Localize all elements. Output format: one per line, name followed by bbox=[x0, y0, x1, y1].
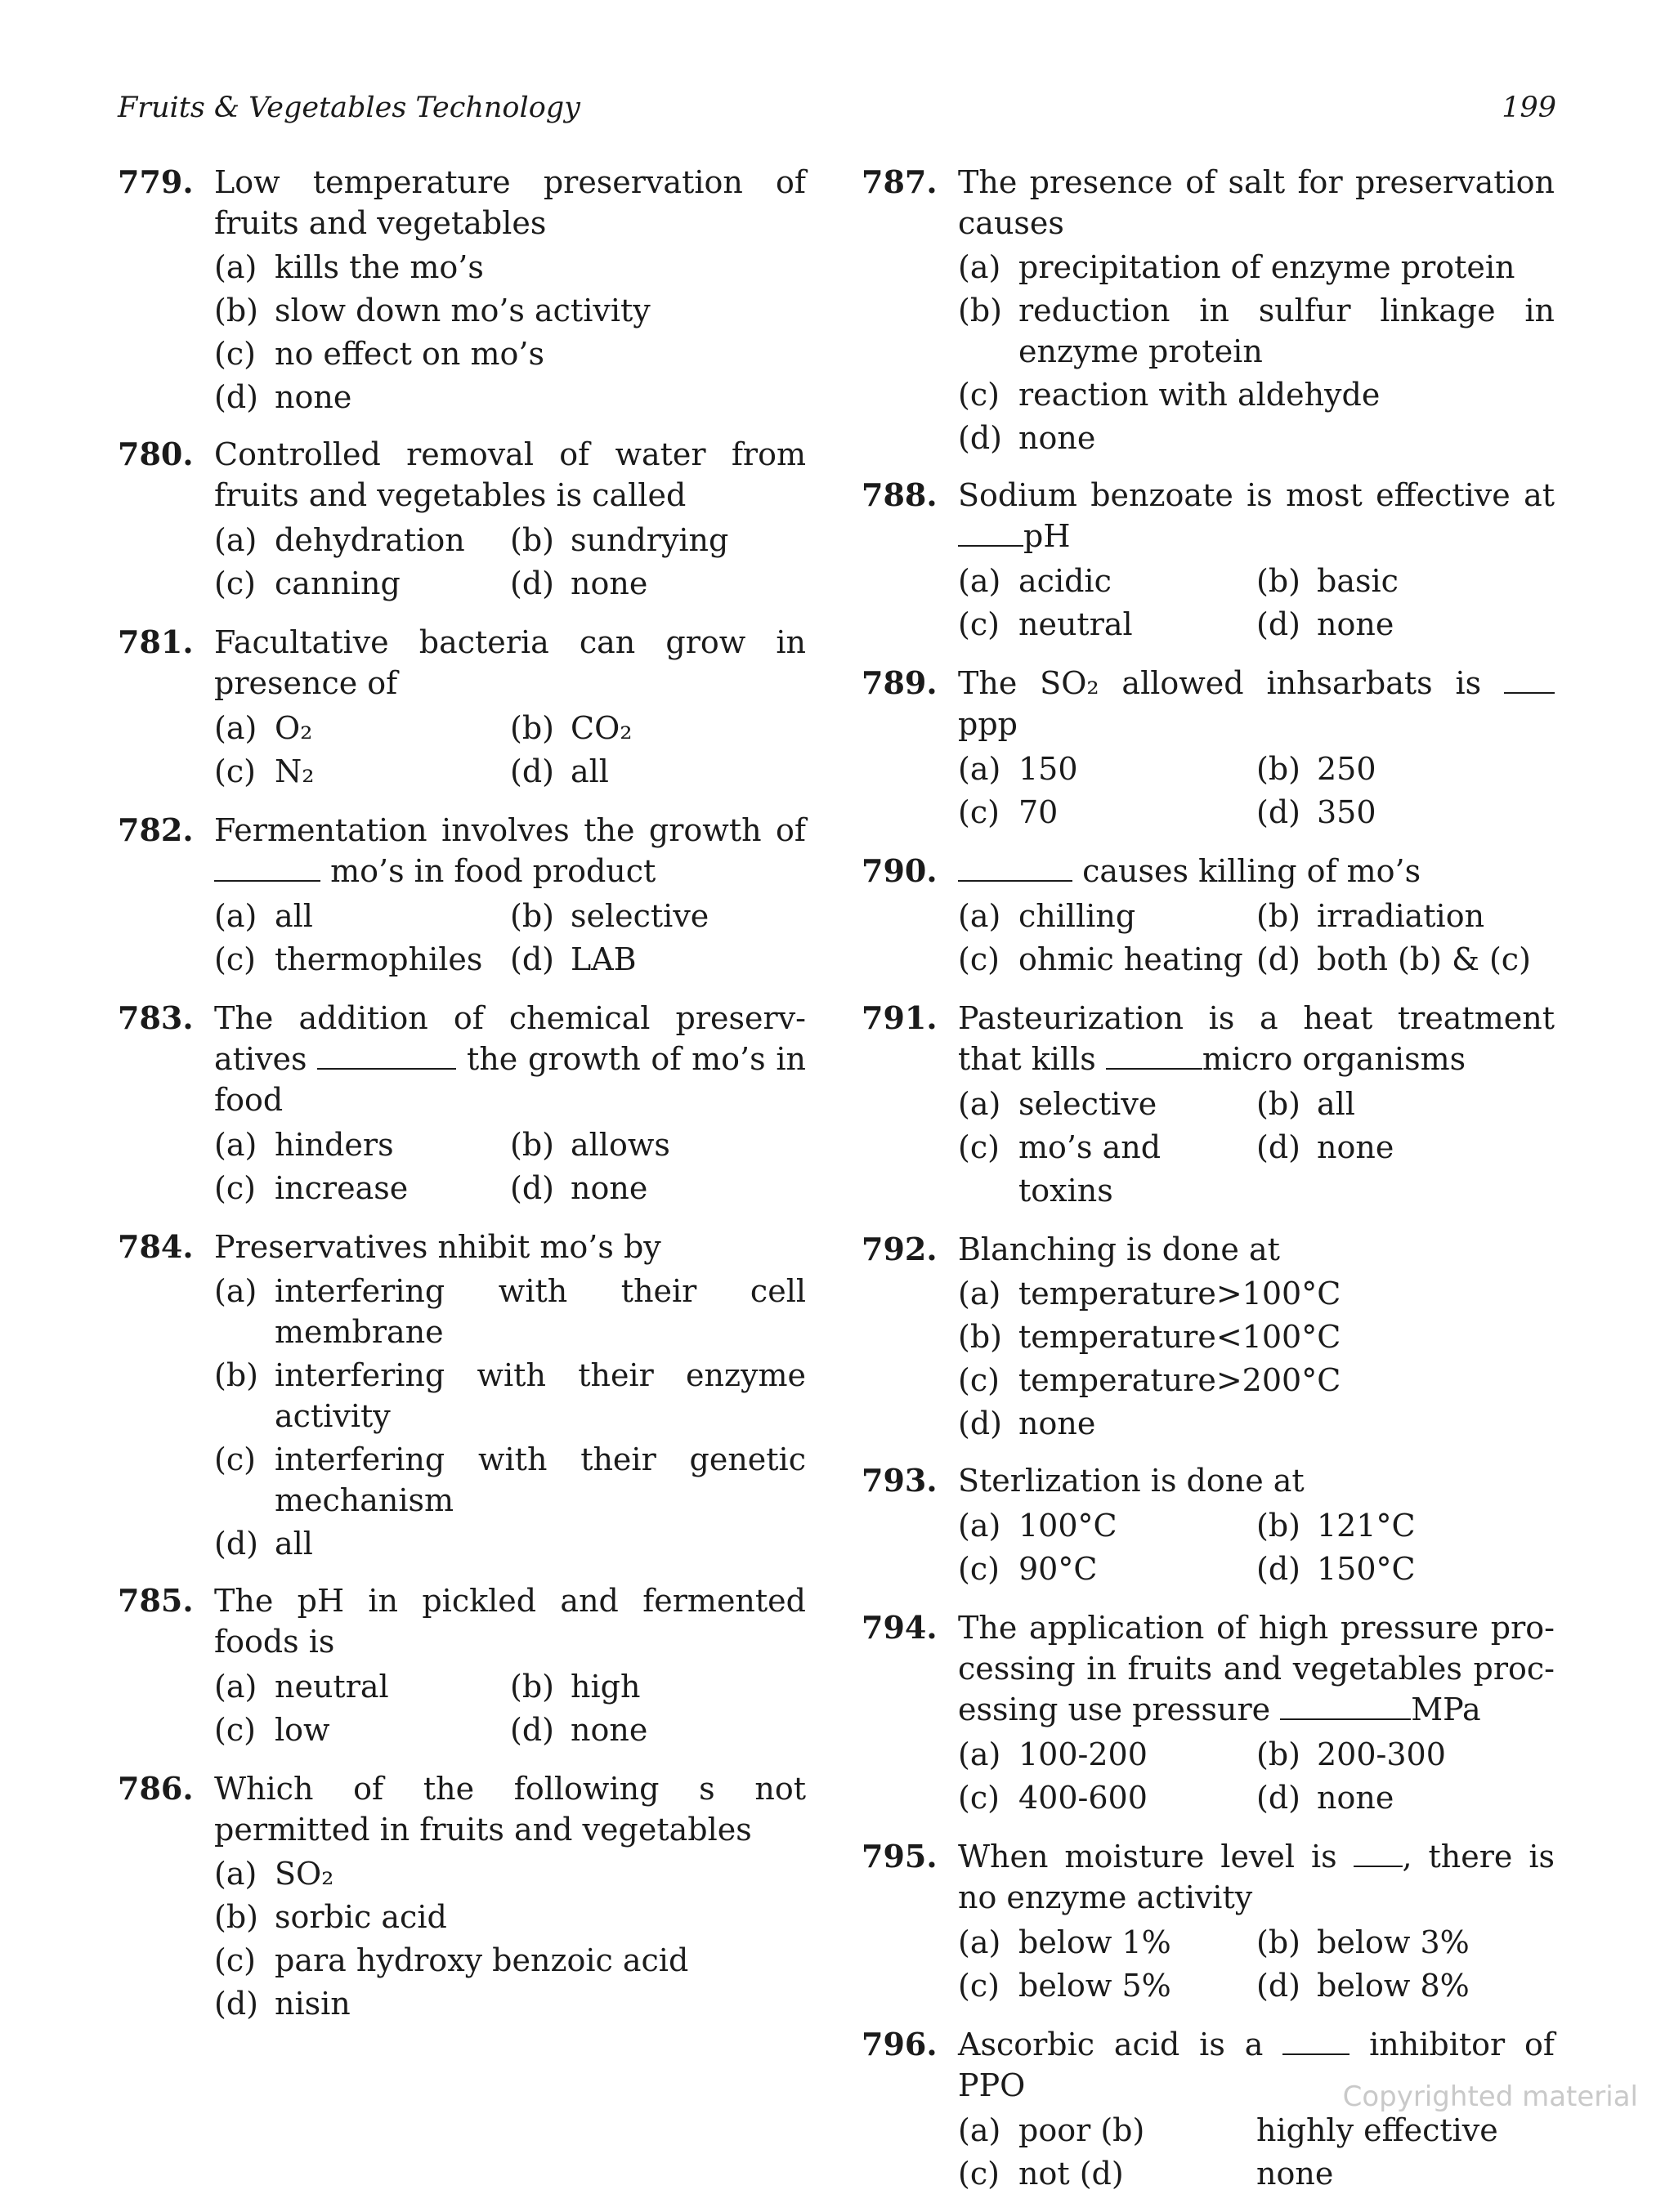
question-text: Controlled removal of water from fruits and vegetables is called bbox=[214, 436, 806, 513]
question-number: 793. bbox=[862, 1462, 938, 1499]
option-c: (c) mo’s and toxins bbox=[958, 1129, 1162, 1209]
question-number: 790. bbox=[862, 852, 938, 889]
option-d: (d) 150°C bbox=[1256, 1551, 1416, 1587]
right-column bbox=[862, 162, 1555, 2212]
question-number: 792. bbox=[862, 1231, 938, 1267]
question-790 bbox=[862, 851, 1555, 981]
option-c: (c) no effect on mo’s bbox=[214, 336, 544, 372]
question-text: Fermentation involves the growth of mo’s in food product bbox=[214, 812, 806, 889]
option-d: (d) none bbox=[1256, 606, 1394, 642]
options bbox=[214, 1853, 806, 2024]
option-d: (d) LAB bbox=[510, 941, 637, 977]
option-b: (b) basic bbox=[1256, 563, 1399, 599]
question-794 bbox=[862, 1607, 1555, 1820]
option-d: (d) 350 bbox=[1256, 794, 1376, 830]
option-b: (b) sorbic acid bbox=[214, 1899, 447, 1935]
option-a: (a) below 1% bbox=[958, 1924, 1171, 1960]
running-head bbox=[118, 92, 1556, 134]
question-text: The presence of salt for preservation causes bbox=[958, 164, 1555, 241]
option-d: (d) none bbox=[510, 1170, 648, 1206]
options bbox=[958, 895, 1555, 981]
option-c: (c) thermophiles bbox=[214, 941, 483, 977]
answer-blank bbox=[1106, 1043, 1202, 1070]
copyright-watermark: Copyrighted material bbox=[1342, 2080, 1638, 2113]
options bbox=[958, 560, 1555, 646]
question-number: 780. bbox=[118, 436, 194, 472]
options bbox=[958, 1921, 1555, 2008]
option-d: (d) all bbox=[510, 753, 609, 789]
option-c: (c) canning bbox=[214, 565, 401, 601]
option-a: (a) temperature>100°C bbox=[958, 1276, 1341, 1312]
option-a: (a) SO₂ bbox=[214, 1856, 334, 1892]
option-c: (c) 90°C bbox=[958, 1551, 1098, 1587]
option-c: (c) 400-600 bbox=[958, 1780, 1148, 1816]
option-d: (d) none bbox=[510, 565, 648, 601]
question-number: 785. bbox=[118, 1582, 194, 1619]
options bbox=[214, 707, 806, 793]
option-b: (b) interfering with their enzyme activity bbox=[214, 1357, 806, 1434]
question-number: 791. bbox=[862, 999, 938, 1036]
option-d: (d) none bbox=[214, 379, 352, 415]
option-c: (c) interfering with their genetic mechanism bbox=[214, 1441, 806, 1518]
question-number: 788. bbox=[862, 476, 938, 513]
question-text: The pH in pickled and fermented foods is bbox=[214, 1583, 806, 1660]
option-c: (c) ohmic heating bbox=[958, 941, 1243, 977]
option-d: (d) none bbox=[1256, 1129, 1394, 1165]
question-782 bbox=[118, 810, 806, 981]
option-a: (a) dehydration bbox=[214, 522, 465, 558]
option-b: (b) high bbox=[510, 1669, 641, 1705]
question-793 bbox=[862, 1460, 1555, 1591]
option-a: (a) acidic bbox=[958, 563, 1112, 599]
options bbox=[214, 519, 806, 606]
question-783 bbox=[118, 998, 806, 1210]
question-780 bbox=[118, 434, 806, 606]
option-b: (b) reduction in sulfur linkage in enzyme protein bbox=[958, 293, 1555, 369]
question-text: Ascorbic acid is a inhibitor of PPO bbox=[958, 2027, 1555, 2103]
options bbox=[214, 247, 806, 418]
options bbox=[214, 1124, 806, 1210]
option-c: (c) N₂ bbox=[214, 753, 315, 789]
question-number: 784. bbox=[118, 1228, 194, 1265]
answer-blank bbox=[1354, 1841, 1403, 1867]
option-b: (b) 121°C bbox=[1256, 1508, 1416, 1544]
options bbox=[958, 1273, 1555, 1444]
question-text: When moisture level is , there is no enzyme activity bbox=[958, 1839, 1555, 1915]
question-text: Facultative bacteria can grow in presence of bbox=[214, 624, 806, 701]
page-number: 199 bbox=[1502, 92, 1556, 124]
answer-blank bbox=[1504, 668, 1555, 694]
options bbox=[958, 2109, 1555, 2196]
option-d: none bbox=[1256, 2156, 1334, 2192]
option-a: (a) 150 bbox=[958, 751, 1078, 787]
question-text: Pasteurization is a heat treatment that kills micro organisms bbox=[958, 1000, 1555, 1077]
option-d: (d) none bbox=[958, 420, 1096, 456]
book-title: Fruits & Vegetables Technology bbox=[118, 92, 580, 124]
option-a: (a) kills the mo’s bbox=[214, 249, 484, 285]
option-b: (b) selective bbox=[510, 898, 709, 934]
question-text: Which of the following s not permitted in fruits and vegetables bbox=[214, 1771, 806, 1848]
option-b: (b) sundrying bbox=[510, 522, 729, 558]
answer-blank bbox=[958, 521, 1023, 547]
question-number: 789. bbox=[862, 664, 938, 701]
option-b: highly effective bbox=[1256, 2112, 1498, 2148]
option-b: (b) 200-300 bbox=[1256, 1736, 1446, 1772]
option-a: (a) hinders bbox=[214, 1127, 394, 1163]
options bbox=[958, 748, 1555, 834]
option-b: (b) temperature<100°C bbox=[958, 1319, 1341, 1355]
option-d: (d) below 8% bbox=[1256, 1968, 1470, 2004]
option-d: (d) none bbox=[510, 1712, 648, 1748]
options bbox=[958, 1083, 1555, 1213]
question-784 bbox=[118, 1227, 806, 1564]
option-b: (b) allows bbox=[510, 1127, 670, 1163]
question-781 bbox=[118, 622, 806, 793]
options bbox=[214, 1271, 806, 1564]
question-text: The SO₂ allowed inhsarbats is ppp bbox=[958, 663, 1555, 744]
option-a: (a) O₂ bbox=[214, 710, 313, 746]
question-number: 782. bbox=[118, 811, 194, 848]
option-b: (b) CO₂ bbox=[510, 710, 633, 746]
option-d: (d) both (b) & (c) bbox=[1256, 941, 1531, 977]
question-number: 781. bbox=[118, 623, 194, 660]
question-786 bbox=[118, 1768, 806, 2024]
options bbox=[214, 895, 806, 981]
option-c: (c) 70 bbox=[958, 794, 1059, 830]
question-787 bbox=[862, 162, 1555, 458]
question-text: causes killing of mo’s bbox=[958, 851, 1555, 892]
option-d: (d) none bbox=[958, 1405, 1096, 1441]
option-a: (a) all bbox=[214, 898, 313, 934]
option-a: (a) poor (b) bbox=[958, 2112, 1145, 2148]
option-d: (d) all bbox=[214, 1526, 313, 1562]
options bbox=[214, 1665, 806, 1752]
question-number: 786. bbox=[118, 1770, 194, 1807]
option-a: (a) neutral bbox=[214, 1669, 389, 1705]
option-a: (a) precipitation of enzyme protein bbox=[958, 249, 1515, 285]
option-c: (c) para hydroxy benzoic acid bbox=[214, 1942, 689, 1978]
options bbox=[958, 1733, 1555, 1820]
option-b: (b) slow down mo’s activity bbox=[214, 293, 651, 328]
option-c: (c) below 5% bbox=[958, 1968, 1171, 2004]
question-text: The addition of chemical preserv-atives the growth of mo’s in food bbox=[214, 1000, 806, 1118]
option-c: (c) not (d) bbox=[958, 2156, 1124, 2192]
option-a: (a) interfering with their cell membrane bbox=[214, 1273, 806, 1350]
option-a: (a) 100-200 bbox=[958, 1736, 1148, 1772]
question-785 bbox=[118, 1580, 806, 1752]
answer-blank bbox=[214, 856, 320, 882]
question-number: 787. bbox=[862, 163, 938, 200]
left-column bbox=[118, 162, 806, 2040]
option-b: (b) irradiation bbox=[1256, 898, 1485, 934]
question-789 bbox=[862, 663, 1555, 834]
answer-blank bbox=[1280, 1694, 1411, 1720]
option-a: (a) 100°C bbox=[958, 1508, 1117, 1544]
question-number: 796. bbox=[862, 2026, 938, 2062]
question-779 bbox=[118, 162, 806, 418]
options bbox=[958, 1504, 1555, 1591]
question-number: 779. bbox=[118, 163, 194, 200]
option-d: (d) none bbox=[1256, 1780, 1394, 1816]
question-text: Sodium benzoate is most effective at pH bbox=[958, 477, 1555, 554]
question-text: Sterlization is done at bbox=[958, 1463, 1305, 1499]
option-b: (b) below 3% bbox=[1256, 1924, 1470, 1960]
question-text: Blanching is done at bbox=[958, 1231, 1280, 1267]
question-number: 795. bbox=[862, 1838, 938, 1875]
options bbox=[958, 247, 1555, 458]
question-text: Preservatives nhibit mo’s by bbox=[214, 1229, 661, 1265]
question-text: Low temperature preservation of fruits and vegetables bbox=[214, 164, 806, 241]
question-number: 794. bbox=[862, 1609, 938, 1646]
question-text: The application of high pressure pro-cessing in fruits and vegetables proc-essing use pressure MPa bbox=[958, 1610, 1555, 1727]
answer-blank bbox=[317, 1043, 456, 1070]
option-b: (b) 250 bbox=[1256, 751, 1376, 787]
option-c: (c) low bbox=[214, 1712, 330, 1748]
question-791 bbox=[862, 998, 1555, 1213]
option-a: (a) chilling bbox=[958, 898, 1136, 934]
option-c: (c) temperature>200°C bbox=[958, 1362, 1341, 1398]
option-c: (c) neutral bbox=[958, 606, 1133, 642]
question-788 bbox=[862, 475, 1555, 646]
option-d: (d) nisin bbox=[214, 1986, 351, 2022]
answer-blank bbox=[1282, 2029, 1349, 2055]
answer-blank bbox=[958, 856, 1072, 882]
option-c: (c) reaction with aldehyde bbox=[958, 377, 1381, 413]
question-792 bbox=[862, 1229, 1555, 1444]
question-795 bbox=[862, 1836, 1555, 2008]
option-c: (c) increase bbox=[214, 1170, 409, 1206]
option-b: (b) all bbox=[1256, 1086, 1355, 1122]
option-a: (a) selective bbox=[958, 1086, 1157, 1122]
question-number: 783. bbox=[118, 999, 194, 1036]
